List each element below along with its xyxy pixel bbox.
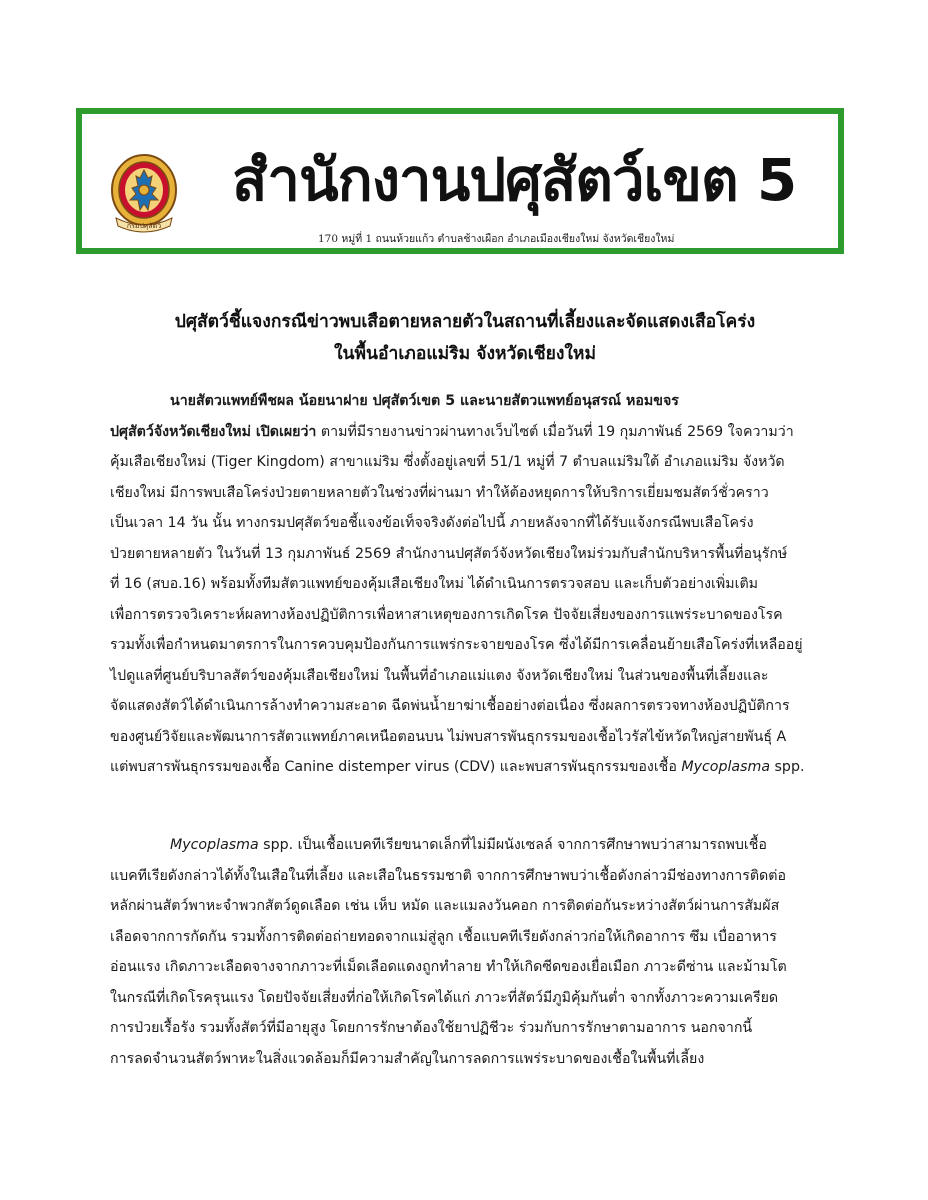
paragraph-2 xyxy=(110,830,822,1074)
office-title: สำนักงานปศุสัตว์เขต 5 xyxy=(232,146,797,214)
text-line: ของศูนย์วิจัยและพัฒนาการสัตวแพทย์ภาคเหนือตอนบน ไม่พบสารพันธุกรรมของเชื้อไวรัสไข้หวัดใหญ่สายพันธุ์ A xyxy=(110,728,787,745)
text-line: อ่อนแรง เกิดภาวะเลือดจางจากภาวะที่เม็ดเลือดแดงถูกทำลาย ทำให้เกิดซีดของเยื่อเมือก ภาวะดีซ่าน และม้ามโต xyxy=(110,959,787,975)
letterhead-box xyxy=(76,108,844,254)
text-line: หลักผ่านสัตว์พาหะจำพวกสัตว์ดูดเลือด เช่น เห็บ หมัด และแมลงวันคอก การติดต่อกันระหว่างสัตว์ผ่านการสัมผัส xyxy=(110,898,780,914)
text-line: รวมทั้งเพื่อกำหนดมาตรการในการควบคุมป้องกันการแพร่กระจายของโรค ซึ่งได้มีการเคลื่อนย้ายเสือโคร่งที่เหลืออยู่ xyxy=(110,637,803,653)
office-address: 170 หมู่ที่ 1 ถนนห้วยแก้ว ตำบลช้างเผือก อำเภอเมืองเชียงใหม่ จังหวัดเชียงใหม่ xyxy=(318,233,675,245)
text-line: ป่วยตายหลายตัว ในวันที่ 13 กุมภาพันธ์ 2569 สำนักงานปศุสัตว์จังหวัดเชียงใหม่ร่วมกับสำนักบริหารพื้นที่อนุรักษ์ xyxy=(110,545,788,562)
department-seal-icon xyxy=(110,152,178,236)
text-line: การลดจำนวนสัตว์พาหะในสิ่งแวดล้อมก็มีความสำคัญในการลดการแพร่ระบาดของเชื้อในพื้นที่เลี้ยง xyxy=(110,1050,705,1067)
text-line: คุ้มเสือเชียงใหม่ (Tiger Kingdom) สาขาแม่ริม ซึ่งตั้งอยู่เลขที่ 51/1 หมู่ที่ 7 ตำบลแม่ริมใต้ อำเภอแม่ริม จังหวัด xyxy=(110,454,785,470)
text-line: นายสัตวแพทย์พืชผล น้อยนาฝาย ปศุสัตว์เขต 5 และนายสัตวแพทย์อนุสรณ์ หอมขจร xyxy=(170,393,679,409)
news-headline xyxy=(110,306,820,370)
headline-line-1: ปศุสัตว์ชี้แจงกรณีข่าวพบเสือตายหลายตัวในสถานที่เลี้ยงและจัดแสดงเสือโคร่ง xyxy=(174,312,756,332)
text-line: ที่ 16 (สบอ.16) พร้อมทั้งทีมสัตวแพทย์ของคุ้มเสือเชียงใหม่ ได้ดำเนินการตรวจสอบ และเก็บตัวอย่างเพิ่มเติม xyxy=(110,576,759,592)
paragraph-1 xyxy=(110,386,822,783)
text-line: ในกรณีที่เกิดโรครุนแรง โดยปัจจัยเสี่ยงที่ก่อให้เกิดโรคได้แก่ ภาวะที่สัตว์มีภูมิคุ้มกันต่ำ จากทั้งภาวะความเครียด xyxy=(110,989,779,1006)
text-line: ไปดูแลที่ศูนย์บริบาลสัตว์ของคุ้มเสือเชียงใหม่ ในพื้นที่อำเภอแม่แตง จังหวัดเชียงใหม่ ในส่วนของพื้นที่เลี้ยงและ xyxy=(110,667,769,684)
text-line: เพื่อการตรวจวิเคราะห์ผลทางห้องปฏิบัติการเพื่อหาสาเหตุของการเกิดโรค ปัจจัยเสี่ยงของการแพร่ระบาดของโรค xyxy=(110,606,783,623)
text-line: จัดแสดงสัตว์ได้ดำเนินการล้างทำความสะอาด ฉีดพ่นน้ำยาฆ่าเชื้ออย่างต่อเนื่อง ซึ่งผลการตรวจทางห้องปฏิบัติการ xyxy=(110,698,790,714)
text-line: เลือดจากการกัดกัน รวมทั้งการติดต่อถ่ายทอดจากแม่สู่ลูก เชื้อแบคทีเรียดังกล่าวก่อให้เกิดอาการ ซึม เบื่ออาหาร xyxy=(110,928,777,945)
text-line: ปศุสัตว์จังหวัดเชียงใหม่ เปิดเผยว่า ตามที่มีรายงานข่าวผ่านทางเว็บไซต์ เมื่อวันที่ 19 กุมภาพันธ์ 2569 ใจความว่า xyxy=(110,423,794,440)
text-line: แต่พบสารพันธุกรรมของเชื้อ Canine distemper virus (CDV) และพบสารพันธุกรรมของเชื้อ Mycoplasma spp. xyxy=(110,759,805,775)
text-line: Mycoplasma spp. เป็นเชื้อแบคทีเรียขนาดเล็กที่ไม่มีผนังเซลล์ จากการศึกษาพบว่าสามารถพบเชื้อ xyxy=(170,837,767,853)
text-line: เป็นเวลา 14 วัน นั้น ทางกรมปศุสัตว์ขอชี้แจงข้อเท็จจริงดังต่อไปนี้ ภายหลังจากที่ได้รับแจ้งกรณีพบเสือโคร่ง xyxy=(110,515,754,531)
svg-text:กรมปศุสัตว์: กรมปศุสัตว์ xyxy=(126,222,162,230)
text-line: แบคทีเรียดังกล่าวได้ทั้งในเสือในที่เลี้ยง และเสือในธรรมชาติ จากการศึกษาพบว่าเชื้อดังกล่าวมีช่องทางการติดต่อ xyxy=(110,867,786,884)
text-line: การป่วยเรื้อรัง รวมทั้งสัตว์ที่มีอายุสูง โดยการรักษาต้องใช้ยาปฏิชีวะ ร่วมกับการรักษาตามอาการ นอกจากนี้ xyxy=(110,1020,753,1036)
text-line: เชียงใหม่ มีการพบเสือโคร่งป่วยตายหลายตัวในช่วงที่ผ่านมา ทำให้ต้องหยุดการให้บริการเยี่ยมชมสัตว์ชั่วคราว xyxy=(110,484,769,501)
headline-line-2: ในพื้นอำเภอแม่ริม จังหวัดเชียงใหม่ xyxy=(333,344,596,364)
